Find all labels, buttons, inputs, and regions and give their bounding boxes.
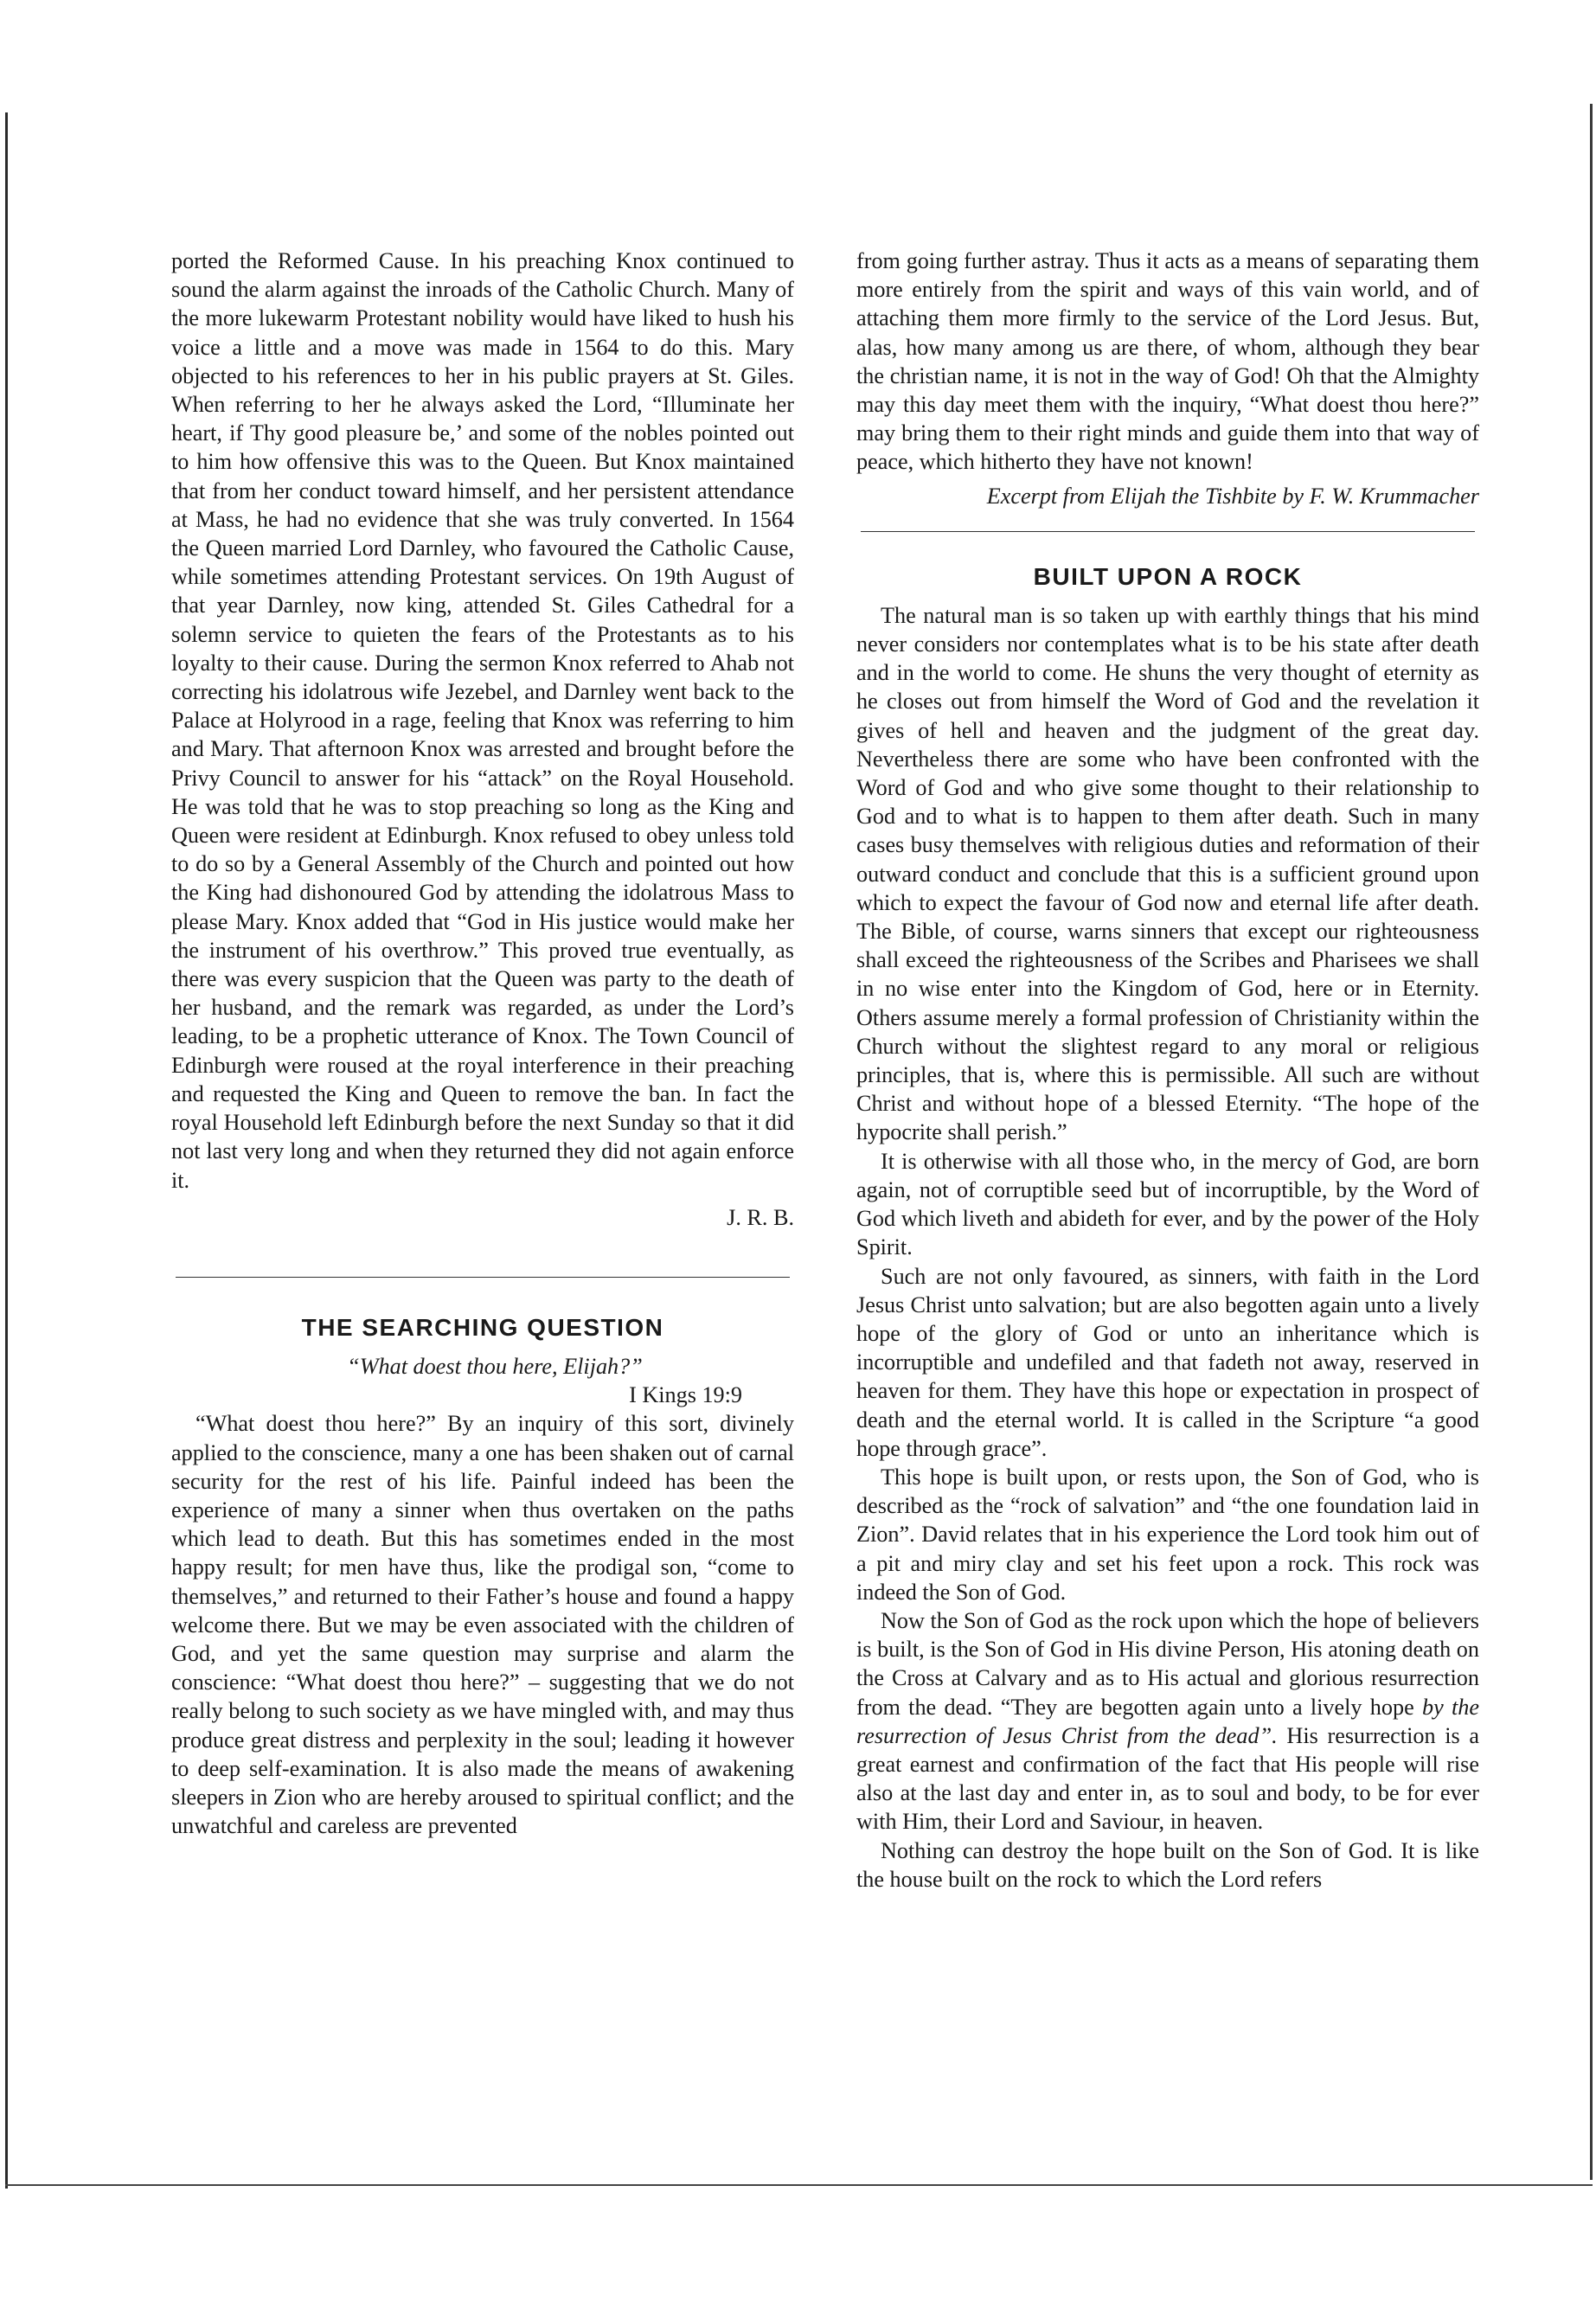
section-divider [176,1277,790,1278]
page-edge-left [5,112,8,2189]
author-signature: J. R. B. [727,1204,794,1230]
right-column [856,247,1479,1894]
rock-paragraph [856,1606,1479,1836]
rock-paragraph: Nothing can destroy the hope built on the Son of God. It is like the house built on the rock to which the Lord refers [856,1837,1479,1892]
rock-paragraph: It is otherwise with all those who, in the mercy of God, are born again, not of corruptible seed but of incorruptible, by the Word of God which liveth and abideth for ever, and by the power of the Holy Spirit. [856,1148,1479,1260]
page-edge-right [1590,104,1593,2180]
rock-paragraph-text: His resurrection is a great earnest and confirmation of the fact that His people will rise also at the last day and enter in, as to soul and body, to be for ever with Him, their Lord and Saviour, in heaven. [856,1722,1479,1835]
section-heading-searching-question: THE SEARCHING QUESTION [301,1313,664,1341]
searching-question-continuation: from going further astray. Thus it acts as a means of separating them more entirely from the spirit and ways of this vain world, and of attaching them more firmly to the service of the Lord Jesus. But, alas, how many among us are there, of whom, although they bear the christian name, it is not in the way of God! Oh that the Almighty may this day meet them with the inquiry, “What doest thou here?” may bring them to their right minds and guide them into that way of peace, which hitherto they have not known! [856,248,1479,475]
epigraph-quote: “What doest thou here, Elijah?” [347,1353,643,1379]
searching-question-paragraph: “What doest thou here?” By an inquiry of this sort, divinely applied to the conscience, many a one has been shaken out of carnal security for the rest of his life. Painful indeed has been the experience of many a sinner when thus overtaken on the paths which lead to death. But this has sometimes ended in the most happy result; for men have thus, like the prodigal son, “come to themselves,” and returned to their Father’s house and found a happy welcome there. But we may be even associated with the children of God, and yet the same question may surprise and alarm the conscience: “What doest thou here?” – suggesting that we do not really belong to such society as we have mingled with, and may thus produce great distress and perplexity in the soul; leading it however to deep self-examination. It is also made the means of awakening sleepers in Zion who are hereby aroused to spiritual conflict; and the unwatchful and careless are prevented [171,1411,794,1839]
rock-paragraph-text: Now the Son of God as the rock upon which the hope of believers is built, is the Son of God in His divine Person, His atoning death on the Cross at Calvary and as to His actual and glorious resurrection from the dead. “They are begotten again unto a lively hope [856,1607,1479,1720]
left-column [171,247,794,1840]
epigraph-reference: I Kings 19:9 [629,1382,742,1408]
excerpt-credit: Excerpt from Elijah the Tishbite by F. W. Krummacher [986,483,1479,509]
section-heading-built-upon-a-rock: BUILT UPON A ROCK [1033,562,1303,590]
section-divider [861,531,1475,532]
knox-article-continuation: ported the Reformed Cause. In his preaching Knox continued to sound the alarm against the inroads of the Catholic Church. Many of the more lukewarm Protestant nobility would have liked to hush his voice a little and a move was made in 1564 to do this. Mary objected to his references to her in his public prayers at St. Giles. When referring to her he always asked the Lord, “Illuminate her heart, if Thy good pleasure be,’ and some of the nobles pointed out to him how offensive this was to the Queen. But Knox maintained that from her conduct toward himself, and her persistent attendance at Mass, he had no evidence that she was truly converted. In 1564 the Queen married Lord Darnley, who favoured the Catholic Cause, while sometimes attending Protestant services. On 19th August of that year Darnley, now king, attended St. Giles Cathedral for a solemn service to quieten the fears of the Protestants as to his loyalty to their cause. During the sermon Knox referred to Ahab not correcting his idolatrous wife Jezebel, and Darnley went back to the Palace at Holyrood in a rage, feeling that Knox was referring to him and Mary. That afternoon Knox was arrested and brought before the Privy Council to answer for his “attack” on the Royal Household. He was told that he was to stop preaching so long as the King and Queen were resident at Edinburgh. Knox refused to obey unless told to do so by a General Assembly of the Church and pointed out how the King had dishonoured God by attending the idolatrous Mass to please Mary. Knox added that “God in His justice would make her the instrument of his overthrow.” This proved true eventually, as there was every suspicion that the Queen was party to the death of her husband, and the remark was regarded, as under the Lord’s leading, to be a prophetic utterance of Knox. The Town Council of Edinburgh were roused at the royal interference in their preaching and requested the King and Queen to remove the ban. In fact the royal Household left Edinburgh before the next Sunday so that it did not last very long and when they returned they did not again enforce it. [171,248,794,1193]
rock-paragraph: This hope is built upon, or rests upon, the Son of God, who is described as the “rock of salvation” and “the one foundation laid in Zion”. David relates that in his experience the Lord took him out of a pit and miry clay and set his feet upon a rock. This rock was indeed the Son of God. [856,1464,1479,1605]
rock-paragraph: The natural man is so taken up with earthly things that his mind never considers nor contemplates what is to be his state after death and in the world to come. He shuns the very thought of eternity as he closes out from himself the Word of God and the revelation it gives of hell and heaven and the judgment of the great day. Nevertheless there are some who have been confronted with the Word of God and who give some thought to their relationship to God and to what is to happen to them after death. Such in many cases busy themselves with religious duties and reformation of their outward conduct and conclude that this is a sufficient ground upon which to expect the favour of God now and eternal life after death. The Bible, of course, warns sinners that except our righteousness shall exceed the righteousness of the Scribes and Pharisees we shall in no wise enter into the Kingdom of God, here or in Eternity. Others assume merely a formal profession of Christianity within the Church without the slightest regard to any moral or religious principles, that is, where this is permissible. All such are without Christ and without hope of a blessed Eternity. “The hope of the hypocrite shall perish.” [856,602,1479,1145]
rock-paragraph: Such are not only favoured, as sinners, with faith in the Lord Jesus Christ unto salvation; but are also begotten again unto a lively hope of the glory of God or unto an inheritance which is incorruptible and undefiled and that fadeth not away, reserved in heaven for them. They have this hope or expectation in prospect of death and the eternal world. It is called in the Scripture “a good hope through grace”. [856,1263,1479,1461]
rock-paragraph-italic: by the resurrection of Jesus Christ from the dead”. [856,1694,1479,1748]
page-edge-bottom [5,2184,1593,2186]
